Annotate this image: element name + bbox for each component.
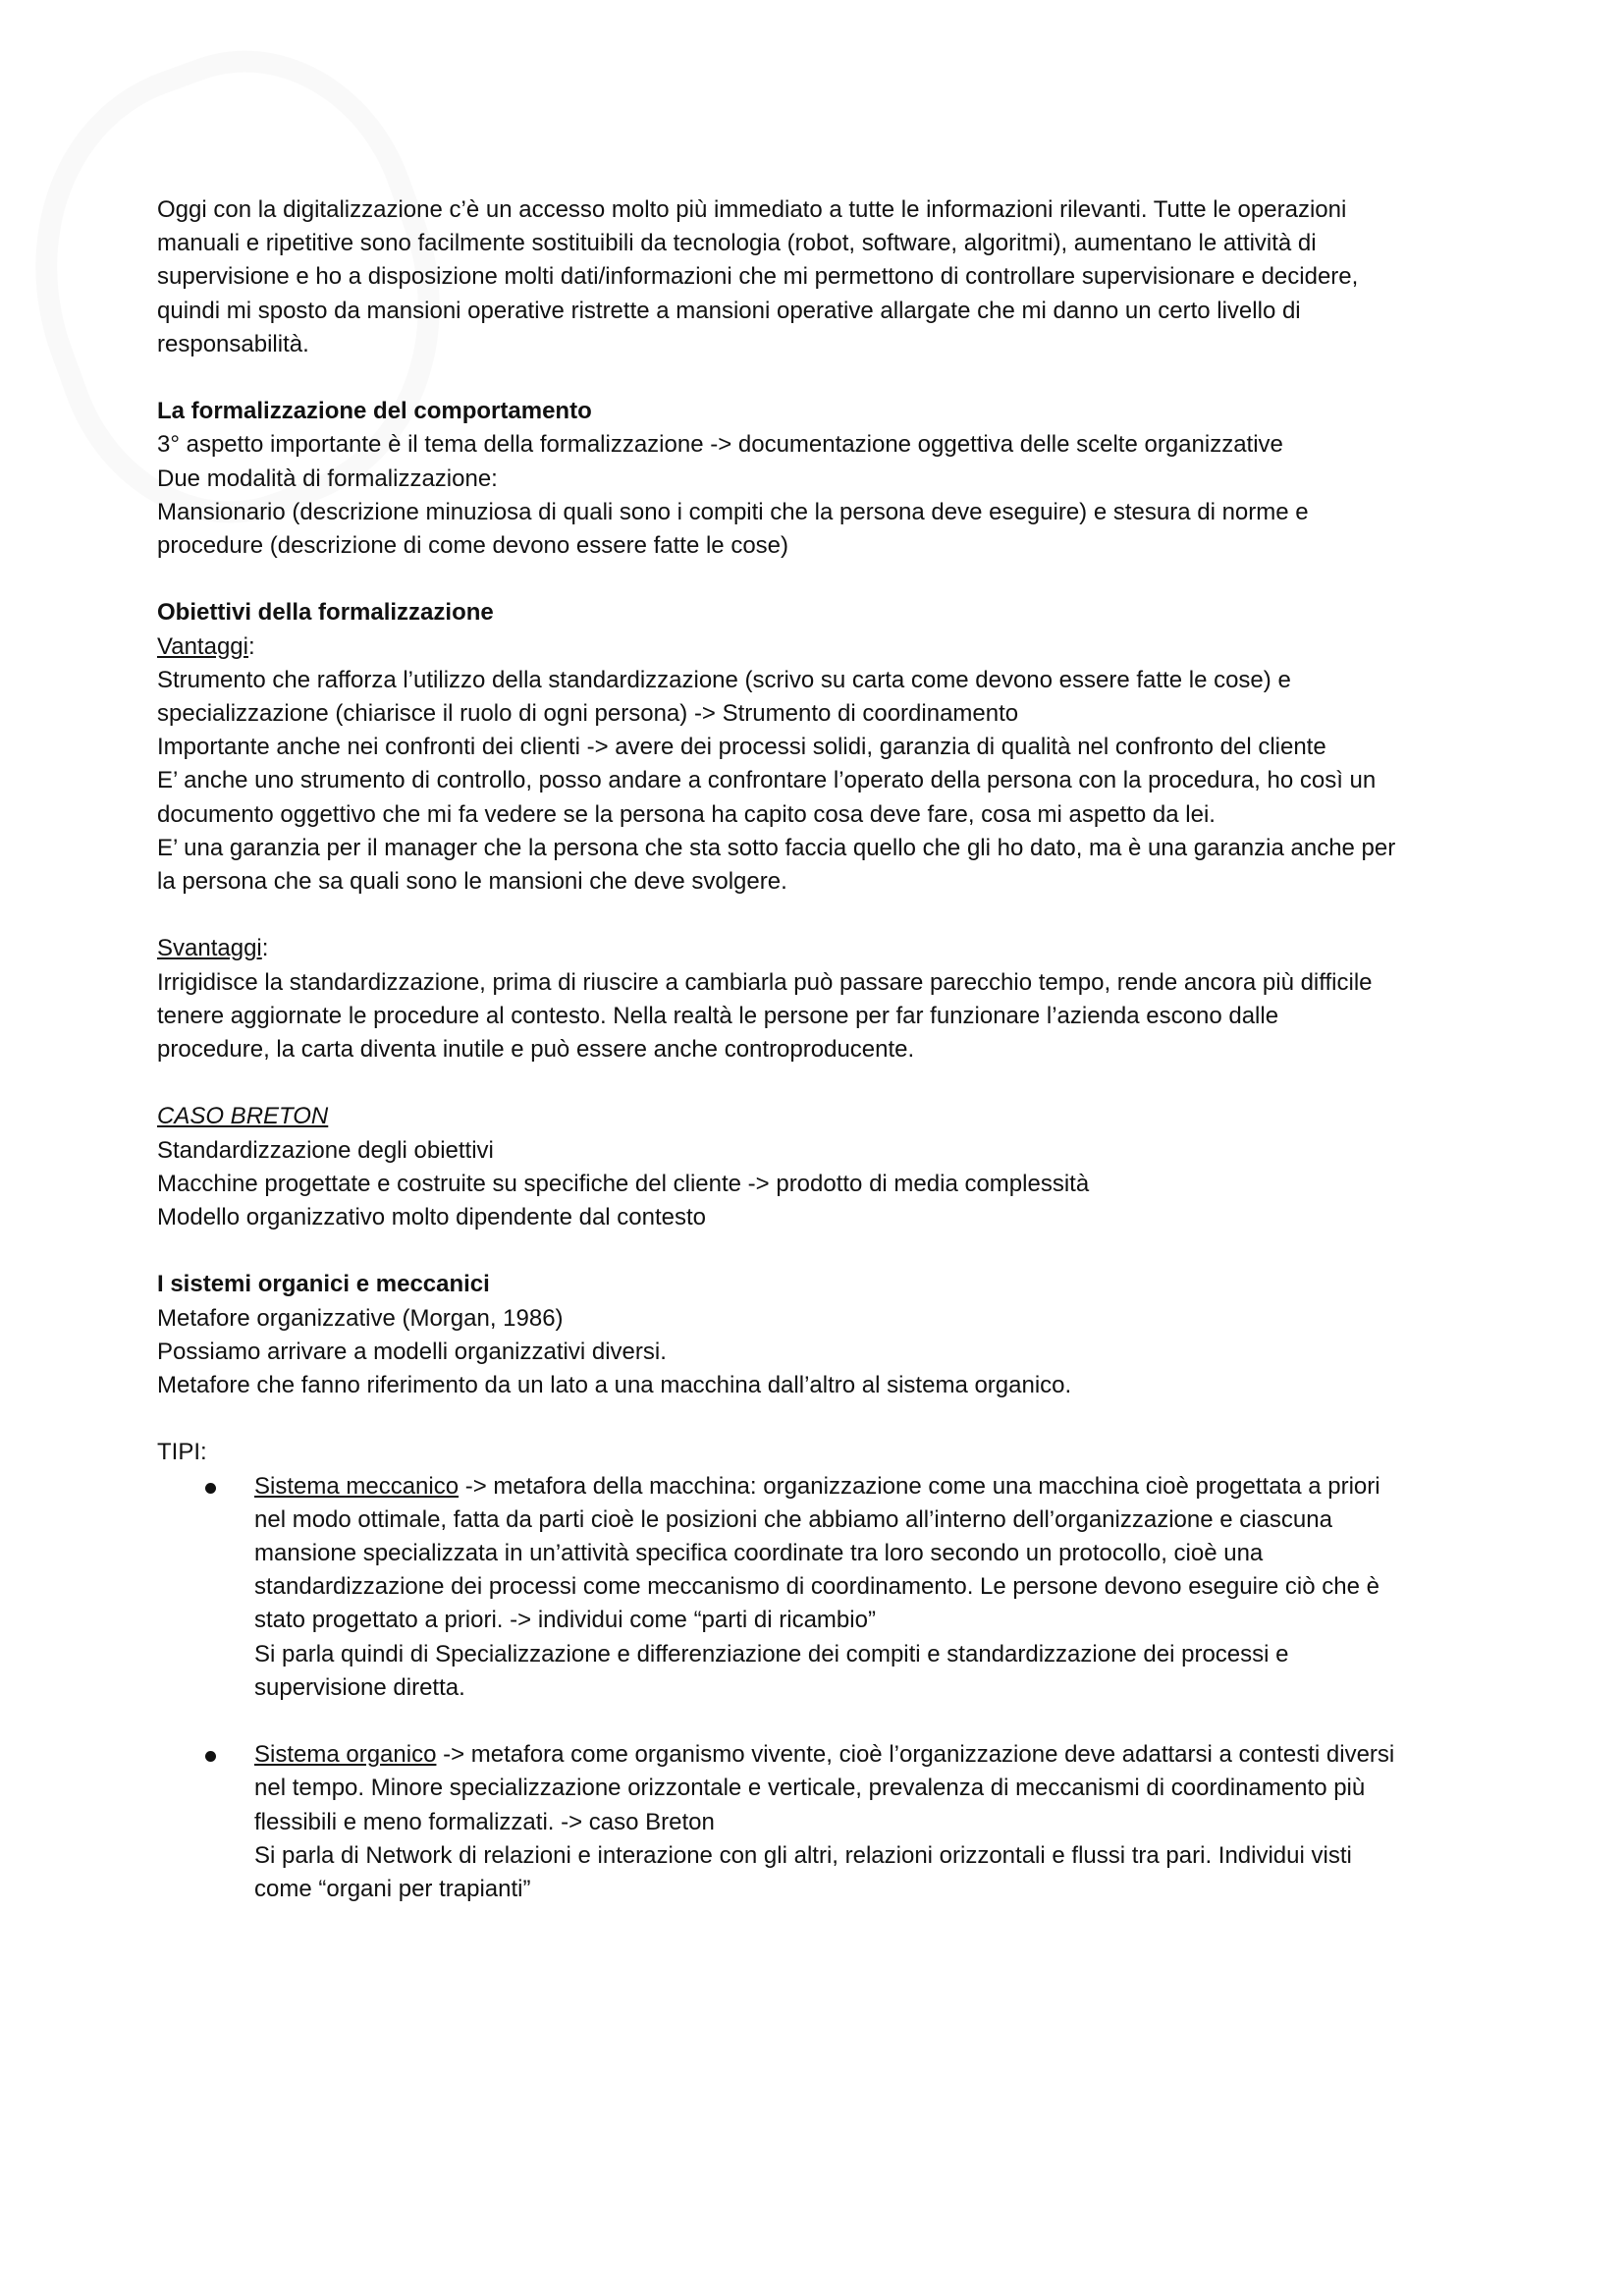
text-line: Possiamo arrivare a modelli organizzativi diversi. — [157, 1338, 667, 1365]
bullet-line: nel modo ottimale, fatta da parti cioè le posizioni che abbiamo all’interno dell’organizzazione e ciascuna — [254, 1505, 1332, 1533]
caso-breton-label: CASO BRETON — [157, 1103, 329, 1130]
bullet-line: mansione specializzata in un’attività specifica coordinate tra loro secondo un protocollo, cioè una — [254, 1540, 1264, 1567]
bullet-first-line — [254, 1738, 1478, 1772]
bullet-icon — [205, 1483, 216, 1494]
intro-line: Oggi con la digitalizzazione c’è un accesso molto più immediato a tutte le informazioni rilevanti. Tutte le operazioni — [157, 196, 1347, 223]
section-heading: I sistemi organici e meccanici — [157, 1271, 490, 1298]
text-line: la persona che sa quali sono le mansioni che deve svolgere. — [157, 868, 787, 896]
vantaggi-label-line — [157, 630, 1478, 664]
section-heading: Obiettivi della formalizzazione — [157, 599, 494, 627]
text-line: Metafore organizzative (Morgan, 1986) — [157, 1304, 564, 1332]
text-line: Mansionario (descrizione minuziosa di quali sono i compiti che la persona deve eseguire) e stesura di norme e — [157, 498, 1309, 525]
svantaggi-colon: : — [261, 935, 269, 962]
text-line: Macchine progettate e costruite su specifiche del cliente -> prodotto di media complessità — [157, 1170, 1090, 1197]
bullet-line: supervisione diretta. — [254, 1673, 465, 1701]
svantaggi-label-line — [157, 932, 1478, 965]
bullet-first-line — [254, 1470, 1478, 1503]
term-organico: Sistema organico — [254, 1741, 437, 1769]
bullet-item-meccanico — [157, 1470, 1478, 1705]
bullet-line: standardizzazione dei processi come meccanismo di coordinamento. Le persone devono eseguire ciò che è — [254, 1573, 1380, 1601]
bullet-first-rest: -> metafora come organismo vivente, cioè l’organizzazione deve adattarsi a contesti diversi — [436, 1741, 1395, 1769]
text-line: Strumento che rafforza l’utilizzo della standardizzazione (scrivo su carta come devono essere fatte le cose) e — [157, 666, 1291, 693]
document-page — [157, 193, 1478, 1906]
text-line: procedure, la carta diventa inutile e può essere anche controproducente. — [157, 1036, 915, 1064]
tipi-label: TIPI: — [157, 1439, 207, 1466]
bullet-line: Si parla di Network di relazioni e interazione con gli altri, relazioni orizzontali e flussi tra pari. Individui visti — [254, 1841, 1352, 1869]
formalizzazione-section — [157, 395, 1478, 563]
term-meccanico: Sistema meccanico — [254, 1472, 460, 1500]
svantaggi-section — [157, 932, 1478, 1066]
sistemi-section — [157, 1268, 1478, 1402]
text-line: tenere aggiornate le procedure al contesto. Nella realtà le persone per far funzionare l’azienda escono dalle — [157, 1002, 1279, 1029]
vantaggi-label: Vantaggi — [157, 632, 248, 660]
bullet-item-organico — [157, 1738, 1478, 1906]
bullet-line: stato progettato a priori. -> individui come “parti di ricambio” — [254, 1607, 876, 1634]
text-line: Irrigidisce la standardizzazione, prima di riuscire a cambiarla può passare parecchio tempo, rende ancora più difficile — [157, 968, 1373, 996]
bullet-line: Si parla quindi di Specializzazione e differenziazione dei compiti e standardizzazione dei processi e — [254, 1640, 1289, 1667]
bullet-line: come “organi per trapianti” — [254, 1876, 531, 1903]
text-line: E’ una garanzia per il manager che la persona che sta sotto faccia quello che gli ho dato, ma è una garanzia anche per — [157, 834, 1396, 861]
text-line: 3° aspetto importante è il tema della formalizzazione -> documentazione oggettiva delle scelte organizzative — [157, 431, 1283, 459]
text-line: Due modalità di formalizzazione: — [157, 465, 498, 492]
intro-line: supervisione e ho a disposizione molti dati/informazioni che mi permettono di controllare supervisionare e decidere, — [157, 263, 1359, 291]
bullet-icon — [205, 1751, 216, 1762]
intro-paragraph — [157, 193, 1478, 361]
text-line: Modello organizzativo molto dipendente dal contesto — [157, 1204, 707, 1231]
vantaggi-colon: : — [247, 632, 255, 660]
svantaggi-label: Svantaggi — [157, 935, 262, 962]
obiettivi-section — [157, 596, 1478, 899]
intro-line: manuali e ripetitive sono facilmente sostituibili da tecnologia (robot, software, algoritmi), aumentano le attività di — [157, 230, 1317, 257]
caso-breton-section — [157, 1100, 1478, 1234]
intro-line: responsabilità. — [157, 330, 309, 357]
bullet-line: nel tempo. Minore specializzazione orizzontale e verticale, prevalenza di meccanismi di coordinamento più — [254, 1775, 1366, 1802]
text-line: specializzazione (chiarisce il ruolo di ogni persona) -> Strumento di coordinamento — [157, 700, 1019, 728]
bullet-first-rest: -> metafora della macchina: organizzazione come una macchina cioè progettata a priori — [459, 1472, 1380, 1500]
text-line: Standardizzazione degli obiettivi — [157, 1136, 494, 1164]
text-line: Metafore che fanno riferimento da un lato a una macchina dall’altro al sistema organico. — [157, 1372, 1072, 1399]
bullet-line: flessibili e meno formalizzati. -> caso Breton — [254, 1808, 715, 1835]
text-line: Importante anche nei confronti dei clienti -> avere dei processi solidi, garanzia di qualità nel confronto del cliente — [157, 734, 1326, 761]
text-line: documento oggettivo che mi fa vedere se la persona ha capito cosa deve fare, cosa mi aspetto da lei. — [157, 800, 1216, 828]
text-line: procedure (descrizione di come devono essere fatte le cose) — [157, 532, 789, 560]
text-line: E’ anche uno strumento di controllo, posso andare a confrontare l’operato della persona con la procedura, ho così un — [157, 767, 1377, 794]
section-heading: La formalizzazione del comportamento — [157, 398, 592, 425]
tipi-section — [157, 1436, 1478, 1906]
intro-line: quindi mi sposto da mansioni operative ristrette a mansioni operative allargate che mi danno un certo livello di — [157, 297, 1301, 324]
